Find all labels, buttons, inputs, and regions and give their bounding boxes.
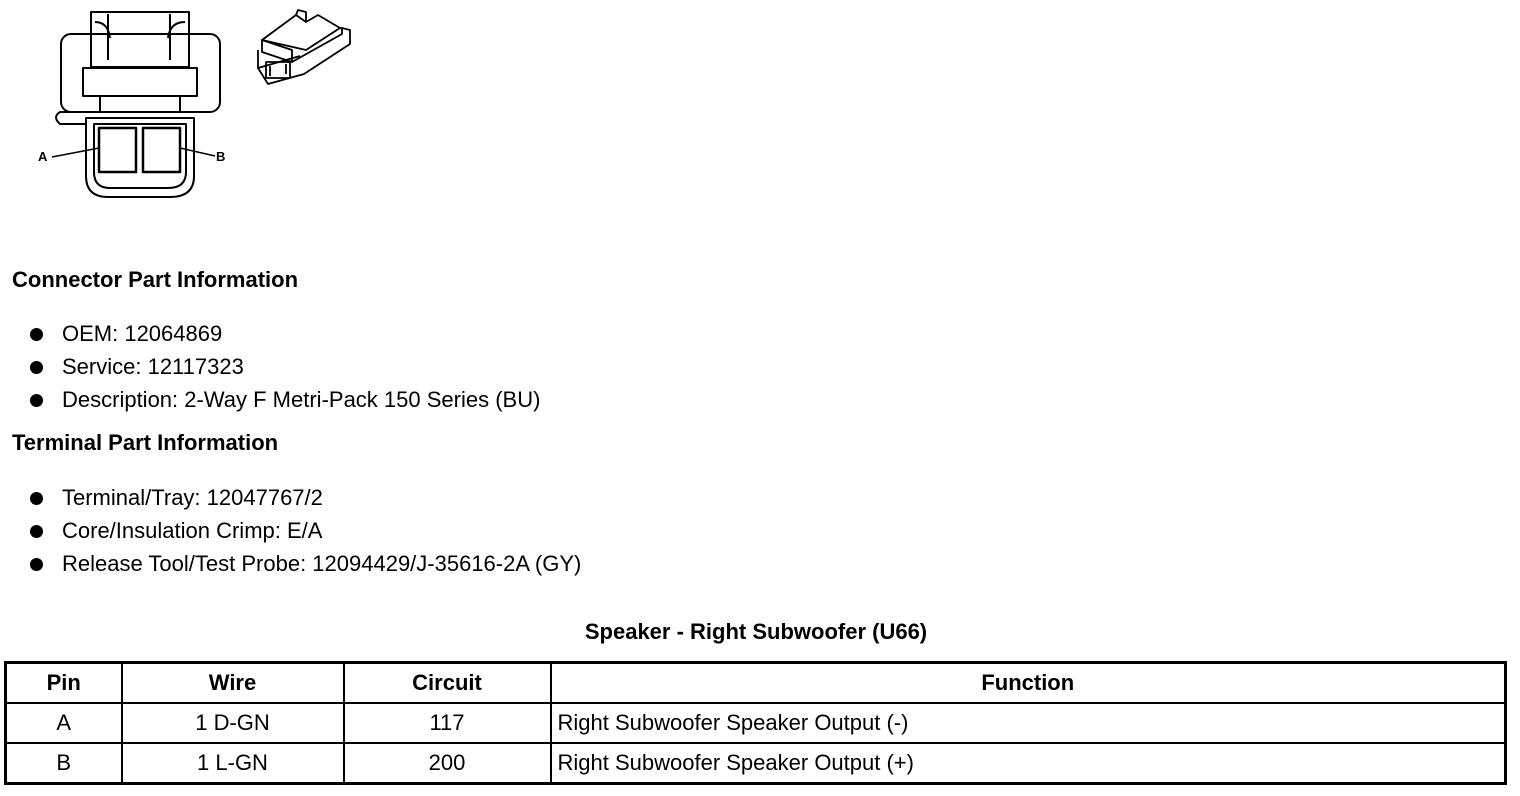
table-row xyxy=(6,703,1506,743)
cell-function: Right Subwoofer Speaker Output (-) xyxy=(551,703,1506,743)
list-item-text: OEM: 12064869 xyxy=(62,321,223,346)
pin-label-a: A xyxy=(38,149,48,164)
table-header-row xyxy=(6,663,1506,704)
column-header-function: Function xyxy=(551,663,1506,704)
list-item-text: Core/Insulation Crimp: E/A xyxy=(62,518,323,543)
connector-info-list xyxy=(30,320,540,419)
cavity-b xyxy=(143,128,180,172)
connector-isometric-view xyxy=(258,10,350,84)
cavity-a xyxy=(99,128,136,172)
column-header-circuit: Circuit xyxy=(344,663,551,704)
cell-wire: 1 L-GN xyxy=(122,743,344,784)
list-item xyxy=(30,353,540,386)
list-item xyxy=(30,517,581,550)
list-item-text: Release Tool/Test Probe: 12094429/J-35616-2A (GY) xyxy=(62,551,582,576)
cell-wire: 1 D-GN xyxy=(122,703,344,743)
connector-face-view xyxy=(52,12,220,197)
bullet-icon xyxy=(30,558,43,571)
cell-pin: A xyxy=(6,703,122,743)
list-item xyxy=(30,386,540,419)
list-item xyxy=(30,320,540,353)
column-header-pin: Pin xyxy=(6,663,122,704)
list-item xyxy=(30,550,581,583)
cell-pin: B xyxy=(6,743,122,784)
bullet-icon xyxy=(30,492,43,505)
terminal-info-heading: Terminal Part Information xyxy=(12,430,279,455)
bullet-icon xyxy=(30,361,43,374)
cell-circuit: 200 xyxy=(344,743,551,784)
list-item-text: Service: 12117323 xyxy=(62,354,244,379)
connector-info-heading: Connector Part Information xyxy=(12,267,299,292)
list-item-text: Terminal/Tray: 12047767/2 xyxy=(62,485,323,510)
bullet-icon xyxy=(30,394,43,407)
bullet-icon xyxy=(30,525,43,538)
column-header-wire: Wire xyxy=(122,663,344,704)
bullet-icon xyxy=(30,328,43,341)
list-item-text: Description: 2-Way F Metri-Pack 150 Series (BU) xyxy=(62,387,541,412)
table-title: Speaker - Right Subwoofer (U66) xyxy=(584,619,928,644)
cell-circuit: 117 xyxy=(344,703,551,743)
pinout-table xyxy=(4,661,1507,785)
table-row xyxy=(6,743,1506,784)
list-item xyxy=(30,484,581,517)
terminal-info-list xyxy=(30,484,581,583)
connector-diagram xyxy=(0,0,380,215)
cell-function: Right Subwoofer Speaker Output (+) xyxy=(551,743,1506,784)
pin-label-b: B xyxy=(216,149,226,164)
